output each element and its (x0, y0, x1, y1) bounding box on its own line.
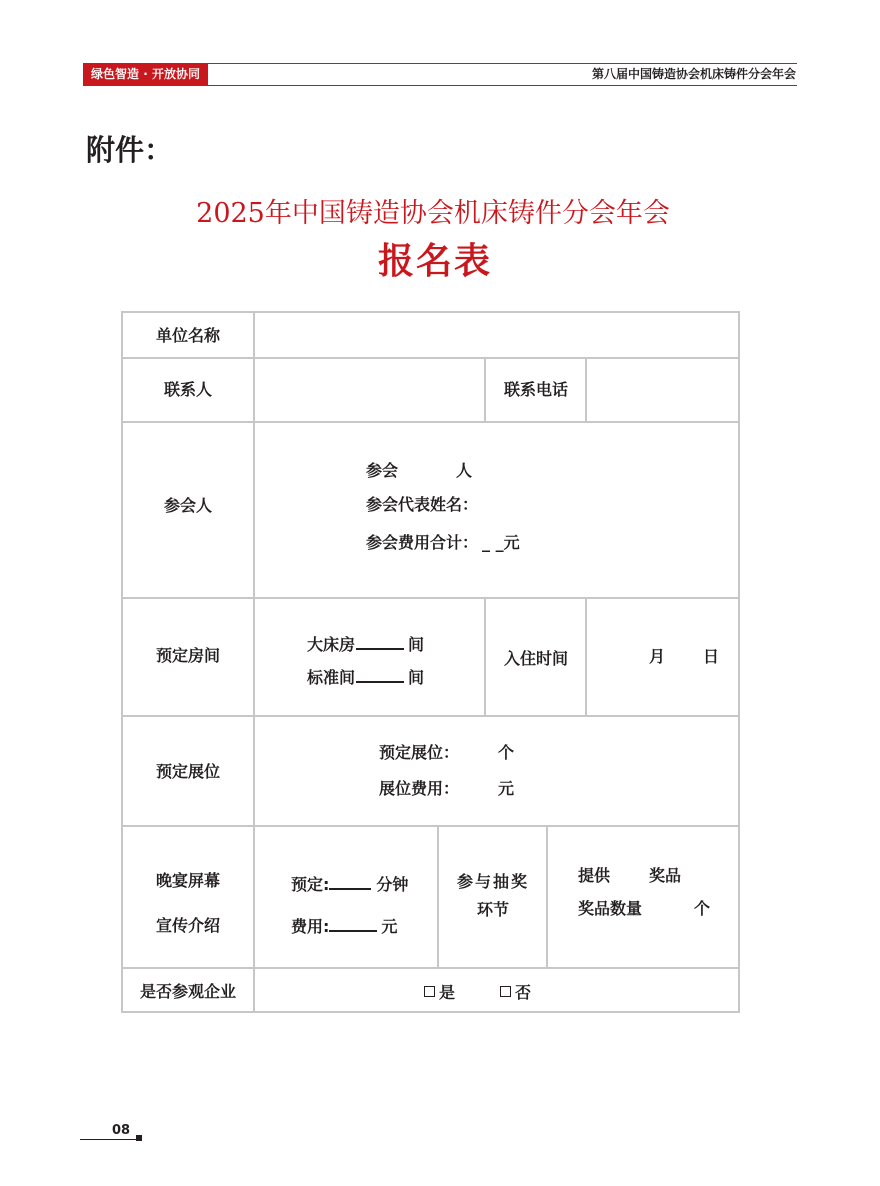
visit-no-checkbox[interactable] (500, 986, 511, 997)
lottery-label-line1: 参与抽奖 (456, 872, 529, 891)
header-bottom-rule (83, 85, 797, 86)
page-number-rule (80, 1139, 136, 1140)
booth-fee-label: 展位费用： (379, 779, 460, 798)
contact-phone-label: 联系电话 (503, 380, 568, 399)
table-rule (121, 597, 740, 599)
screen-fee-blank[interactable] (329, 914, 377, 932)
visit-yes-label: 是 (439, 983, 456, 1002)
table-rule (121, 421, 740, 423)
booth-fee-unit[interactable]: 元 (498, 779, 515, 798)
attendee-fee-blank[interactable]: _ _ (482, 533, 504, 552)
table-rule (437, 825, 439, 968)
attendee-fee-label: 参会费用合计： (366, 533, 479, 552)
king-room-label: 大床房 (307, 635, 356, 654)
checkin-day[interactable]: 日 (703, 647, 720, 666)
attendees-label: 参会人 (163, 496, 212, 515)
screen-fee-unit: 元 (381, 917, 398, 936)
attendee-fee-line (366, 533, 520, 553)
unit-name-field[interactable] (255, 313, 738, 357)
standard-room-label: 标准间 (307, 668, 356, 687)
contact-phone-field[interactable] (587, 359, 738, 421)
table-rule (738, 311, 740, 1013)
attendee-count-prefix: 参会 (366, 461, 399, 480)
visit-no-option[interactable] (500, 983, 531, 1003)
attendee-count-line (366, 461, 472, 481)
prize-label[interactable]: 奖品 (649, 866, 682, 885)
page-number: 08 (112, 1123, 131, 1138)
table-rule (121, 1011, 740, 1013)
attendee-fee-unit: 元 (503, 533, 520, 552)
header-slogan: 绿色智造 · 开放协同 (83, 64, 208, 85)
lottery-label-line2: 环节 (476, 900, 509, 919)
prize-qty-label: 奖品数量 (578, 899, 643, 918)
standard-room-unit: 间 (408, 668, 425, 687)
screen-book-unit: 分钟 (376, 875, 409, 894)
table-rule (121, 967, 740, 969)
prize-provide-label: 提供 (578, 866, 611, 885)
page-number-marker (136, 1135, 142, 1141)
header-event-name: 第八届中国铸造协会机床铸件分会年会 (591, 67, 796, 81)
screen-book-line (291, 872, 408, 895)
table-rule (121, 715, 740, 717)
checkin-label: 入住时间 (503, 649, 568, 668)
king-room-line (307, 632, 424, 655)
screen-book-label: 预定: (291, 875, 330, 894)
king-room-blank[interactable] (356, 632, 404, 650)
booth-count-label: 预定展位： (379, 743, 460, 762)
table-rule (546, 825, 548, 968)
screen-book-blank[interactable] (329, 872, 371, 890)
screen-label-line2: 宣传介绍 (155, 916, 220, 935)
booth-count-unit[interactable]: 个 (498, 743, 515, 762)
standard-room-line (307, 665, 424, 688)
attendee-count-unit: 人 (456, 461, 473, 480)
visit-label: 是否参观企业 (139, 982, 236, 1001)
screen-fee-label: 费用: (291, 917, 330, 936)
form-subtitle: 报名表 (377, 240, 492, 282)
screen-label-line1: 晚宴屏幕 (155, 871, 220, 890)
attendee-names-label: 参会代表姓名： (366, 495, 479, 514)
unit-name-label: 单位名称 (155, 326, 220, 345)
table-rule (121, 825, 740, 827)
checkin-month[interactable]: 月 (649, 647, 666, 666)
visit-yes-option[interactable] (424, 983, 455, 1003)
screen-fee-line (291, 914, 397, 937)
visit-no-label: 否 (515, 983, 532, 1002)
visit-yes-checkbox[interactable] (424, 986, 435, 997)
room-label: 预定房间 (155, 646, 220, 665)
contact-person-field[interactable] (255, 359, 484, 421)
booth-label: 预定展位 (155, 762, 220, 781)
standard-room-blank[interactable] (356, 665, 404, 683)
prize-qty-unit[interactable]: 个 (694, 899, 711, 918)
contact-person-label: 联系人 (163, 380, 212, 399)
form-title: 2025年中国铸造协会机床铸件分会年会 (196, 198, 670, 229)
attachment-label: 附件： (86, 133, 174, 167)
king-room-unit: 间 (408, 635, 425, 654)
